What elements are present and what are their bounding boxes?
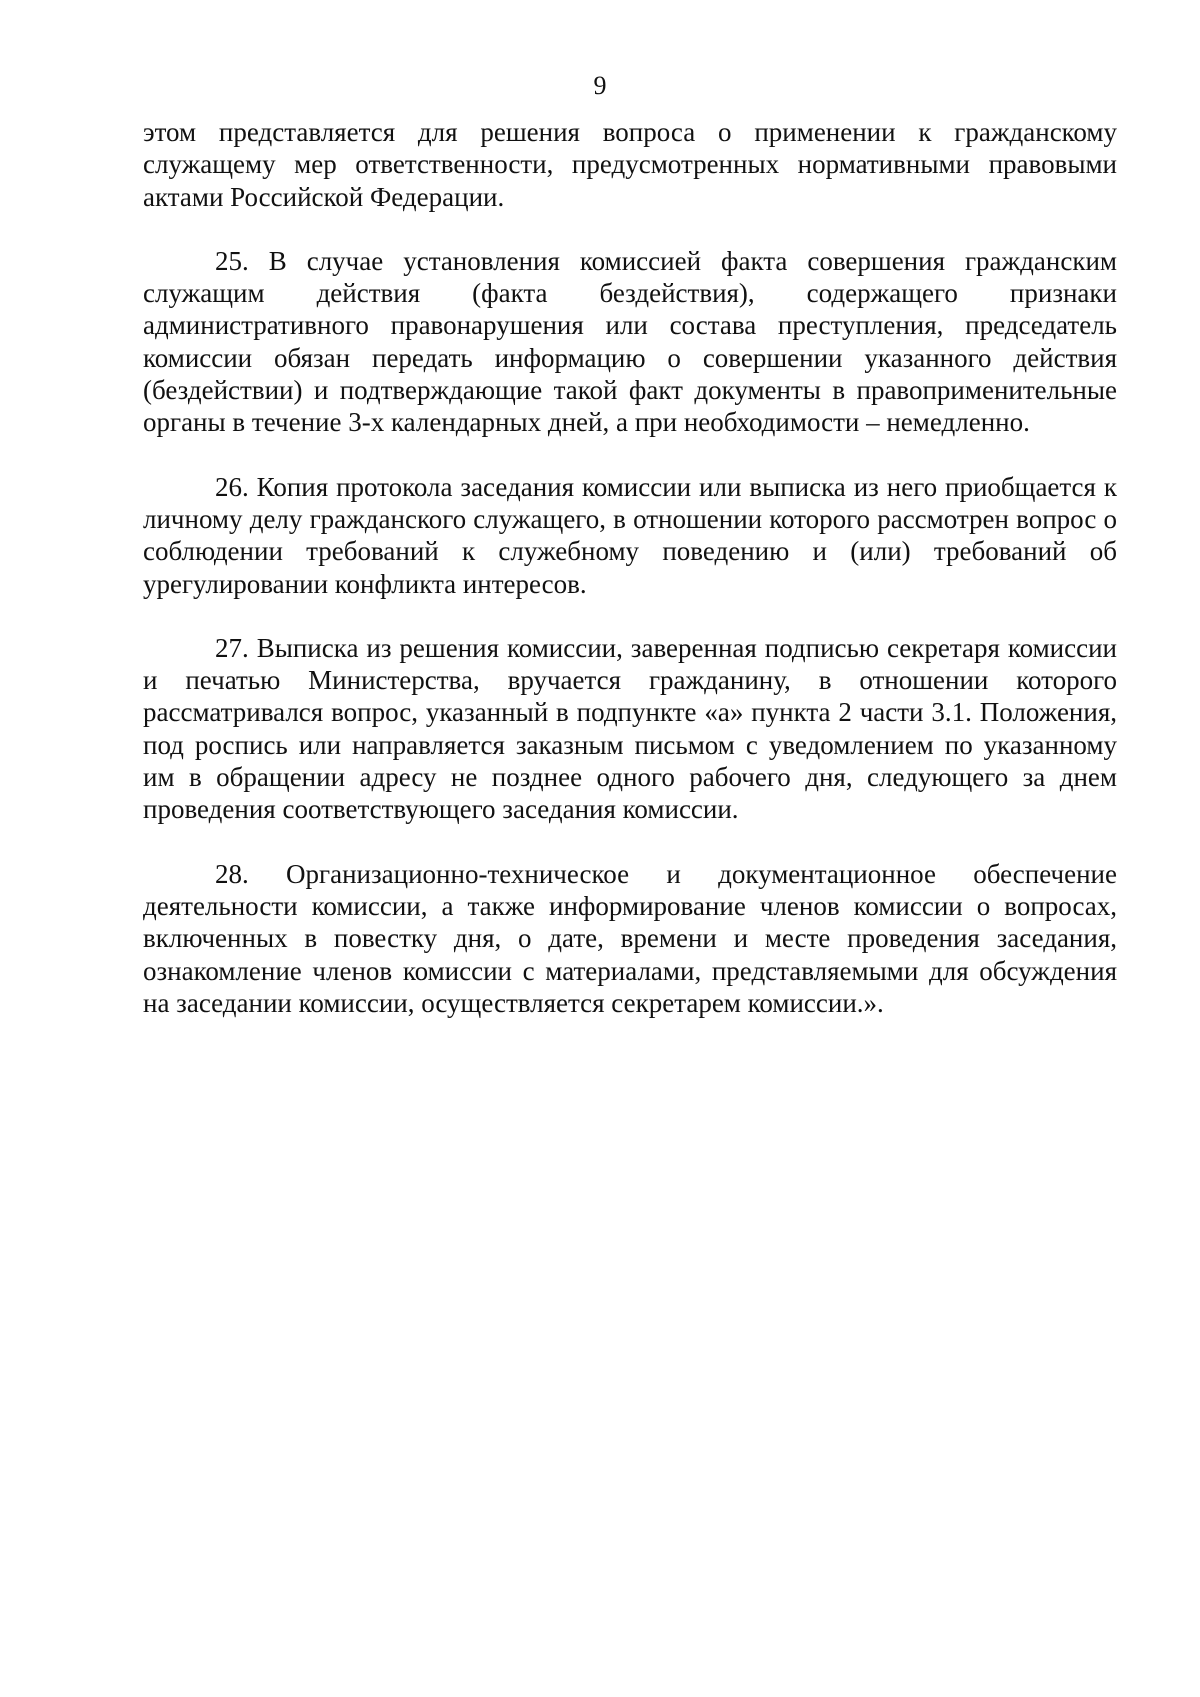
paragraph-item-28: 28. Организационно-техническое и документационное обеспечение деятельности комиссии, а также информирование членов комиссии о вопросах, включенных в повестку дня, о дате, времени и месте проведения заседания, ознакомление членов комиссии с материалами, представляемыми для обсуждения на заседании комиссии, осуществляется секретарем комиссии.». xyxy=(143,858,1117,1018)
paragraph-continuation: этом представляется для решения вопроса о применении к гражданскому служащему мер ответственности, предусмотренных нормативными правовыми актами Российской Федерации. xyxy=(143,117,1117,212)
paragraph-item-27: 27. Выписка из решения комиссии, заверенная подписью секретаря комиссии и печатью Министерства, вручается гражданину, в отношении которого рассматривался вопрос, указанный в подпункте «а» пункта 2 части 3.1. Положения, под роспись или направляется заказным письмом с уведомлением по указанному им в обращении адресу не позднее одного рабочего дня, следующего за днем проведения соответствующего заседания комиссии. xyxy=(143,632,1117,825)
paragraph-item-25: 25. В случае установления комиссией факта совершения гражданским служащим действия (факта бездействия), содержащего признаки административного правонарушения или состава преступления, председатель комиссии обязан передать информацию о совершении указанного действия (бездействии) и подтверждающие такой факт документы в правоприменительные органы в течение 3-х календарных дней, а при необходимости – немедленно. xyxy=(143,245,1117,438)
document-body xyxy=(143,116,1117,1019)
paragraph-item-26: 26. Копия протокола заседания комиссии или выписка из него приобщается к личному делу гражданского служащего, в отношении которого рассмотрен вопрос о соблюдении требований к служебному поведению и (или) требований об урегулировании конфликта интересов. xyxy=(143,471,1117,599)
page-number: 9 xyxy=(593,71,607,100)
